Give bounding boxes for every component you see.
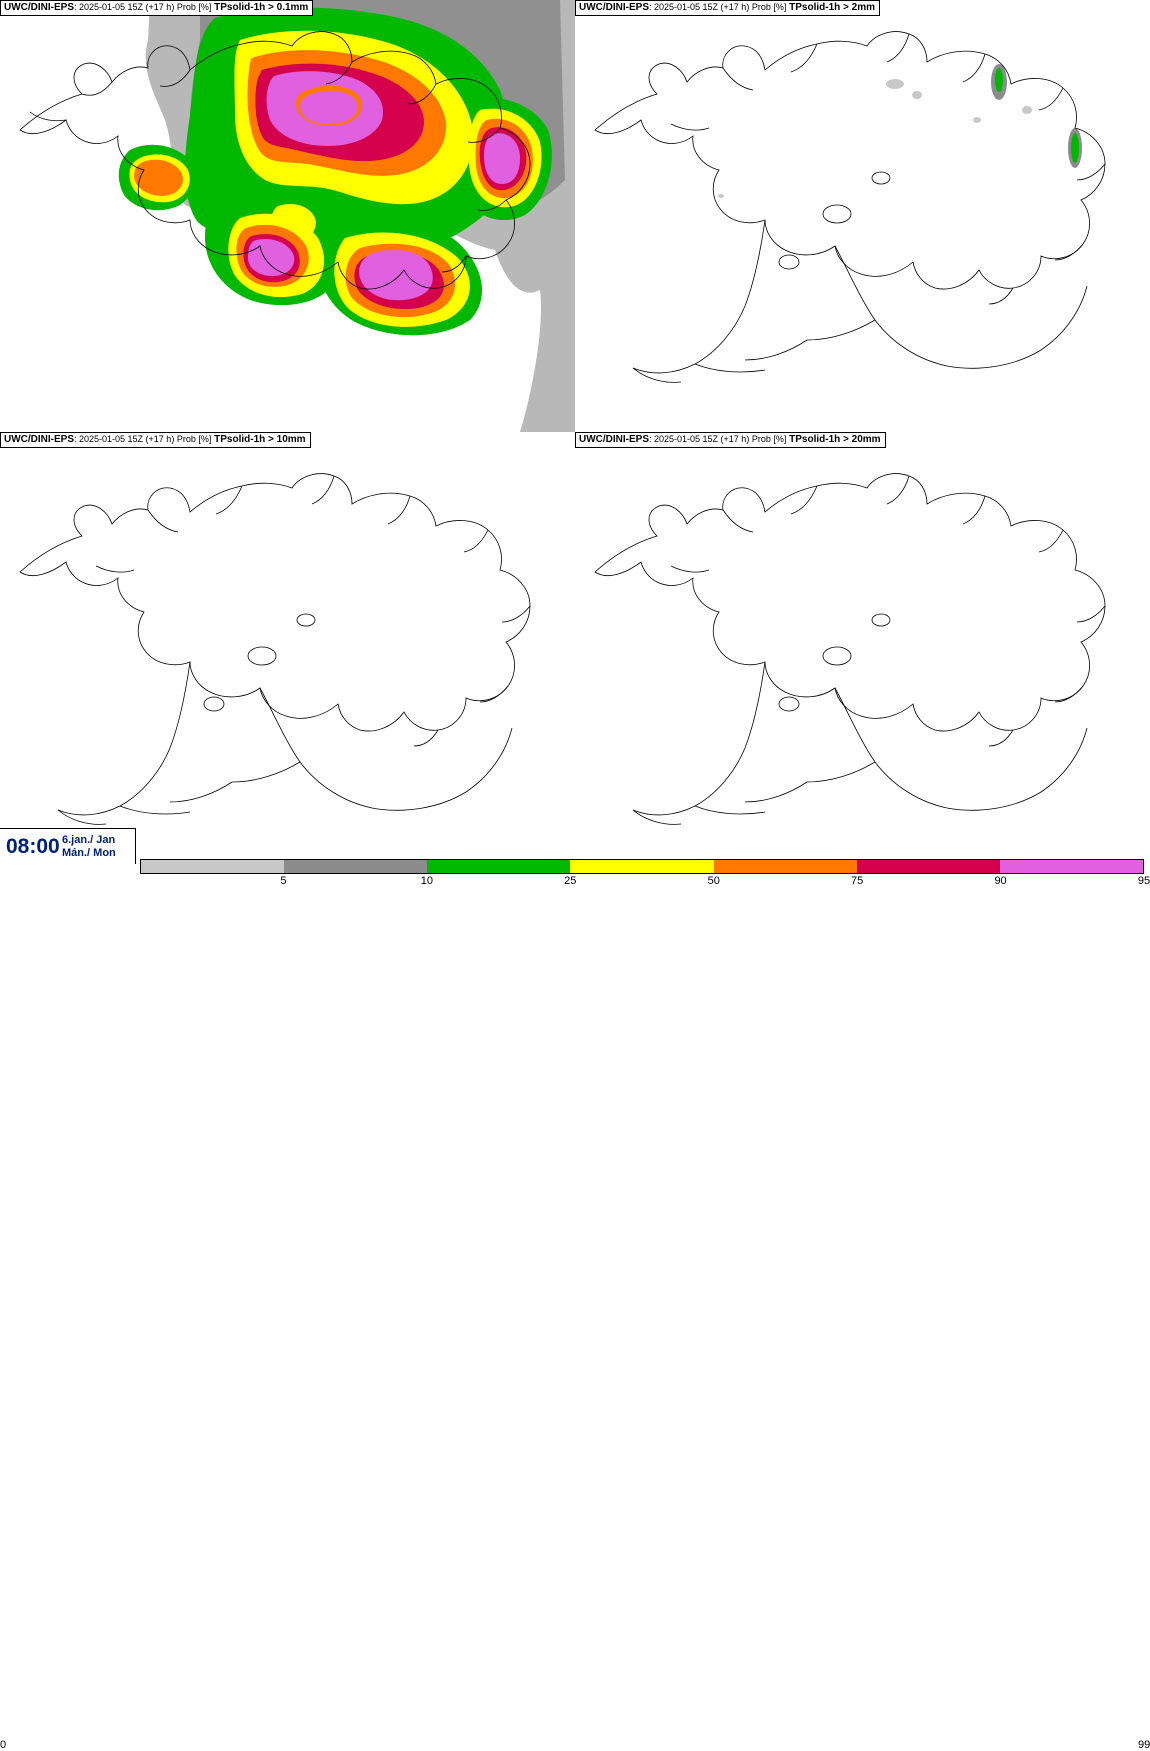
panel-param-1: TPsolid-1h > 2mm [789, 2, 875, 13]
panel-title-0 [0, 0, 313, 16]
panel-param-3: TPsolid-1h > 20mm [789, 434, 881, 445]
colorbar-tick-label: 10 [420, 875, 433, 887]
map-canvas-3 [575, 432, 1150, 864]
colorbar-tick-label: 25 [564, 875, 577, 887]
colorbar-label-max: 99 [1138, 1739, 1150, 1751]
map-panel-3[interactable] [575, 432, 1150, 864]
colorbar-segment [714, 860, 857, 873]
map-panel-2[interactable] [0, 432, 575, 864]
panel-model-2: UWC/DINI-EPS [4, 434, 74, 445]
panel-run-2: : 2025-01-05 15Z (+17 h) Prob [%] [74, 434, 212, 444]
colorbar-tick-label: 90 [994, 875, 1007, 887]
valid-time: 08:00 [6, 835, 60, 858]
valid-time-box [0, 828, 136, 864]
colorbar-tick-label: 95 [1137, 875, 1150, 887]
colorbar-segment [141, 860, 284, 873]
valid-date-line1: 6.jan./ Jan [62, 834, 116, 846]
colorbar-tick-label: 75 [851, 875, 864, 887]
map-canvas-0 [0, 0, 575, 432]
map-canvas-1 [575, 0, 1150, 432]
panel-model-0: UWC/DINI-EPS [4, 2, 74, 13]
probability-colorbar[interactable] [140, 859, 1150, 887]
colorbar-tick-label: 50 [707, 875, 720, 887]
valid-date [62, 834, 116, 860]
panel-run-0: : 2025-01-05 15Z (+17 h) Prob [%] [74, 2, 212, 12]
map-panel-1[interactable] [575, 0, 1150, 432]
panel-title-3 [575, 432, 886, 448]
colorbar-gradient [140, 859, 1144, 874]
colorbar-segment [570, 860, 713, 873]
colorbar-segment [857, 860, 1000, 873]
panel-model-3: UWC/DINI-EPS [579, 434, 649, 445]
panel-title-2 [0, 432, 311, 448]
panel-param-2: TPsolid-1h > 10mm [214, 434, 306, 445]
colorbar-label-min: 0 [0, 1739, 7, 1751]
colorbar-segment [1000, 860, 1143, 873]
panel-title-1 [575, 0, 880, 16]
panel-run-3: : 2025-01-05 15Z (+17 h) Prob [%] [649, 434, 787, 444]
colorbar-tick-label: 5 [280, 875, 287, 887]
colorbar-segment [284, 860, 427, 873]
map-canvas-2 [0, 432, 575, 864]
colorbar-segment [427, 860, 570, 873]
panel-run-1: : 2025-01-05 15Z (+17 h) Prob [%] [649, 2, 787, 12]
valid-date-line2: Mán./ Mon [62, 847, 116, 859]
panel-param-0: TPsolid-1h > 0.1mm [214, 2, 309, 13]
colorbar-ticks [140, 875, 1150, 889]
map-panel-0[interactable] [0, 0, 575, 432]
panel-model-1: UWC/DINI-EPS [579, 2, 649, 13]
